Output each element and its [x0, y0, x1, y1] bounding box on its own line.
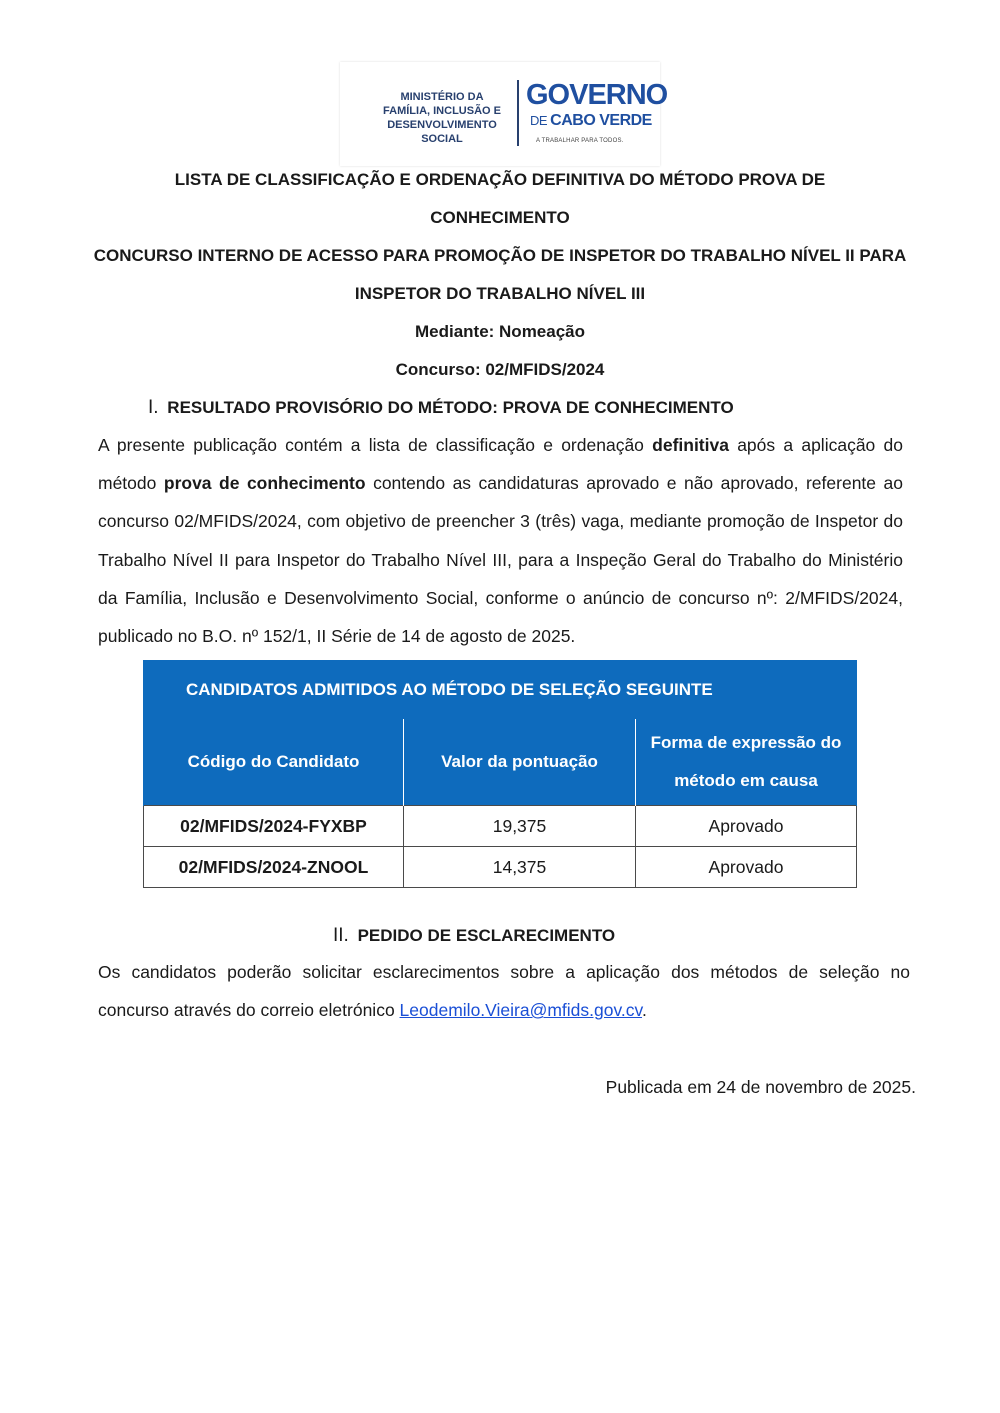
candidate-code: 02/MFIDS/2024-FYXBP — [144, 806, 404, 847]
candidate-code: 02/MFIDS/2024-ZNOOL — [144, 847, 404, 888]
document-title-line-2: CONHECIMENTO — [430, 208, 570, 227]
table-row — [144, 847, 857, 888]
section-1-title: RESULTADO PROVISÓRIO DO MÉTODO: PROVA DE CONHECIMENTO — [167, 398, 734, 417]
mediante-line: Mediante: Nomeação — [414, 322, 586, 341]
contest-subtitle-line-1: CONCURSO INTERNO DE ACESSO PARA PROMOÇÃO DE INSPETOR DO TRABALHO NÍVEL II PARA — [93, 246, 907, 265]
candidate-result: Aprovado — [636, 847, 857, 888]
publication-date: Publicada em 24 de novembro de 2025. — [605, 1077, 916, 1097]
section-2-title: PEDIDO DE ESCLARECIMENTO — [357, 926, 616, 945]
contest-subtitle-line-2: INSPETOR DO TRABALHO NÍVEL III — [354, 284, 646, 303]
header-score: Valor da pontuação — [404, 719, 636, 806]
candidate-score: 14,375 — [404, 847, 636, 888]
section-1-number: I. — [148, 397, 159, 418]
cabo-verde-wordmark: DE CABO VERDE — [530, 112, 652, 129]
governo-wordmark: GOVERNO — [526, 79, 668, 111]
candidates-table — [143, 660, 857, 888]
candidate-result: Aprovado — [636, 806, 857, 847]
logo-tagline: A TRABALHAR PARA TODOS. — [536, 138, 624, 144]
logo-separator — [517, 80, 519, 146]
document-title-line-1: LISTA DE CLASSIFICAÇÃO E ORDENAÇÃO DEFINITIVA DO MÉTODO PROVA DE — [174, 170, 826, 189]
contact-email-link[interactable]: Leodemilo.Vieira@mfids.gov.cv — [399, 1000, 643, 1021]
ministry-name: MINISTÉRIO DA FAMÍLIA, INCLUSÃO E DESENVOLVIMENTO SOCIAL — [383, 91, 501, 145]
section-1-paragraph: A presente publicação contém a lista de classificação e ordenação definitiva após a aplicação do método prova de conhecimento contendo as candidaturas aprovado e não aprovado, referente ao concurso 02/MFIDS/2024, com objetivo de preencher 3 (três) vaga, mediante promoção de Inspetor do Trabalho Nível II para Inspetor do Trabalho Nível III, para a Inspeção Geral do Trabalho do Ministério da Família, Inclusão e Desenvolvimento Social, conforme o anúncio de concurso nº: 2/MFIDS/2024, publicado no B.O. nº 152/1, II Série de 14 de agosto de 2025. — [98, 435, 903, 647]
table-banner: CANDIDATOS ADMITIDOS AO MÉTODO DE SELEÇÃO SEGUINTE — [144, 661, 857, 719]
section-2-heading — [333, 925, 615, 947]
section-1-heading — [148, 397, 734, 419]
candidate-score: 19,375 — [404, 806, 636, 847]
table-row — [144, 806, 857, 847]
concurso-line: Concurso: 02/MFIDS/2024 — [395, 360, 605, 379]
section-2-paragraph: Os candidatos poderão solicitar esclarecimentos sobre a aplicação dos métodos de seleção no concurso através do correio eletrónico Leodemilo.Vieira@mfids.gov.cv. — [98, 962, 910, 1021]
section-2-number: II. — [333, 925, 349, 946]
header-form: Forma de expressão do método em causa — [636, 719, 857, 806]
header-code: Código do Candidato — [144, 719, 404, 806]
logo — [340, 62, 668, 166]
